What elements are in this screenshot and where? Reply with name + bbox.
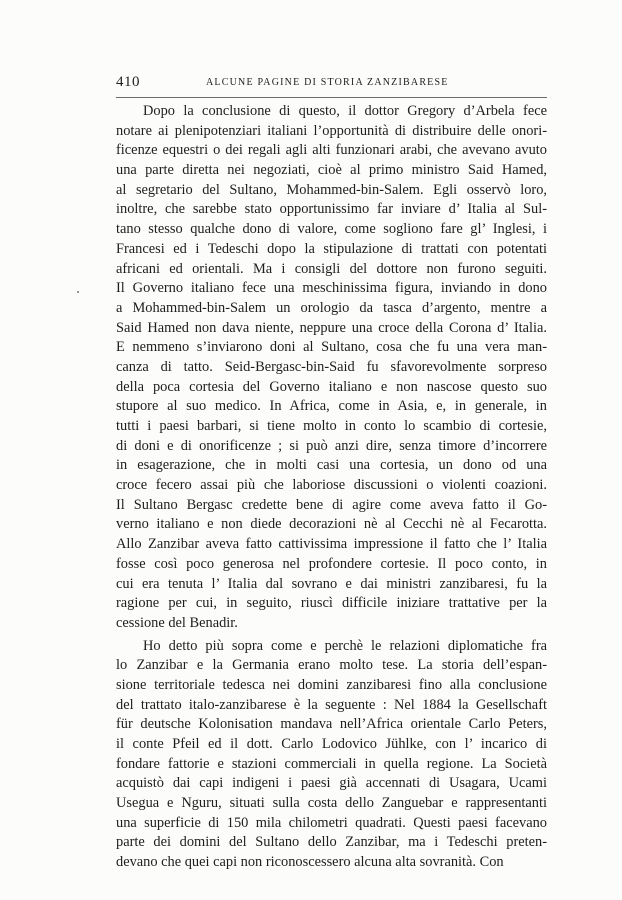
text-line: cui era tenuta l’ Italia dal sovrano e dai ministri zanzibaresi, fu la: [116, 575, 547, 592]
page-number: 410: [116, 74, 140, 90]
text-line: fondare fattorie e stazioni commerciali in quella regione. La Società: [116, 755, 547, 772]
text-line: acquistò dai capi indigeni i paesi già accennati di Usagara, Ucami: [116, 775, 547, 792]
header-rule: [116, 97, 547, 98]
text-line: devano che quei capi non riconoscessero alcuna alta sovranità. Con: [116, 854, 504, 871]
text-line: ficenze equestri o dei regali agli alti funzionari arabi, che avevano avuto: [116, 142, 547, 159]
text-line: Il Governo italiano fece una meschinissima figura, inviando in dono: [116, 280, 547, 297]
page-header: [116, 74, 547, 94]
paragraph-1: [116, 102, 547, 634]
text-line: Francesi ed i Tedeschi dopo la stipulazione di trattati con potentati: [116, 240, 547, 257]
text-line: croce fecero assai più che laboriose discussioni o violenti coazioni.: [116, 477, 547, 494]
text-line: fosse così poco generosa nel profondere cortesie. Il poco conto, in: [116, 555, 547, 572]
text-line: Ho detto più sopra come e perchè le relazioni diplomatiche fra: [143, 637, 547, 654]
body-text: [116, 102, 547, 873]
text-line: Dopo la conclusione di questo, il dottor Gregory d’Arbela fece: [143, 103, 547, 119]
text-line: una parte diretta nei negoziati, cioè al primo ministro Said Hamed,: [116, 162, 547, 179]
text-line: al segretario del Sultano, Mohammed-bin-Salem. Egli osservò loro,: [116, 181, 547, 198]
text-line: del trattato italo-zanzibarese è la seguente : Nel 1884 la Gesellschaft: [116, 696, 547, 713]
text-line: cessione del Benadir.: [116, 614, 238, 631]
text-line: il conte Pfeil ed il dott. Carlo Lodovico Jühlke, con l’ incarico di: [116, 736, 547, 752]
text-line: in esagerazione, che in molti casi una cortesia, un dono od una: [116, 457, 547, 474]
running-title: ALCUNE PAGINE DI STORIA ZANZIBARESE: [206, 77, 449, 88]
text-line: tutti i paesi barbari, si tiene molto in conto lo scambio di cortesie,: [116, 418, 547, 434]
text-line: sione territoriale tedesca nei domini zanzibaresi fino alla conclusione: [116, 676, 547, 693]
text-line: inoltre, che sarebbe stato opportunissimo far inviare d’ Italia al Sul-: [116, 201, 547, 218]
text-line: di doni e di onorificenze ; si può anzi dire, senza timore d’incorrere: [116, 437, 547, 454]
text-line: parte dei domini del Sultano dello Zanzibar, ma i Tedeschi preten-: [116, 834, 547, 851]
text-line: tano stesso qualche dono di valore, come sogliono fare gl’ Inglesi, i: [116, 221, 547, 238]
paragraph-2: [116, 637, 547, 873]
text-line: Allo Zanzibar aveva fatto cattivissima impressione il fatto che l’ Italia: [116, 536, 547, 553]
text-line: Said Hamed non dava niente, neppure una croce della Corona d’ Italia.: [116, 319, 547, 336]
text-line: canza di tatto. Seid-Bergasc-bin-Said fu sfavorevolmente sorpreso: [116, 358, 547, 375]
text-line: für deutsche Kolonisation mandava nell’Africa orientale Carlo Peters,: [116, 716, 547, 733]
text-line: Il Sultano Bergasc credette bene di agire come aveva fatto il Go-: [116, 496, 547, 513]
text-line: a Mohammed-bin-Salem un orologio da tasca d’argento, mentre a: [116, 299, 547, 316]
text-line: della poca cortesia del Governo italiano e non nascose questo suo: [116, 378, 547, 395]
text-line: Usegua e Nguru, situati sulla costa dello Zanguebar e rappresentanti: [116, 795, 547, 812]
text-line: E nemmeno s’inviarono doni al Sultano, cosa che fu una vera man-: [116, 339, 547, 356]
margin-speck: [77, 291, 79, 293]
text-line: notare ai plenipotenziari italiani l’opportunità di distribuire delle onori-: [116, 122, 547, 139]
text-line: africani ed orientali. Ma i consigli del dottore non furono seguiti.: [116, 260, 547, 277]
text-line: ragione per cui, in seguito, riuscì difficile iniziare trattative per la: [116, 595, 547, 612]
text-line: stupore al suo medico. In Africa, come in Asia, e, in generale, in: [116, 398, 547, 415]
text-line: una superficie di 150 mila chilometri quadrati. Questi paesi facevano: [116, 814, 547, 831]
text-line: verno italiano e non diede decorazioni nè al Cecchi nè al Fecarotta.: [116, 516, 547, 533]
text-line: lo Zanzibar e la Germania erano molto tese. La storia dell’espan-: [116, 657, 547, 674]
